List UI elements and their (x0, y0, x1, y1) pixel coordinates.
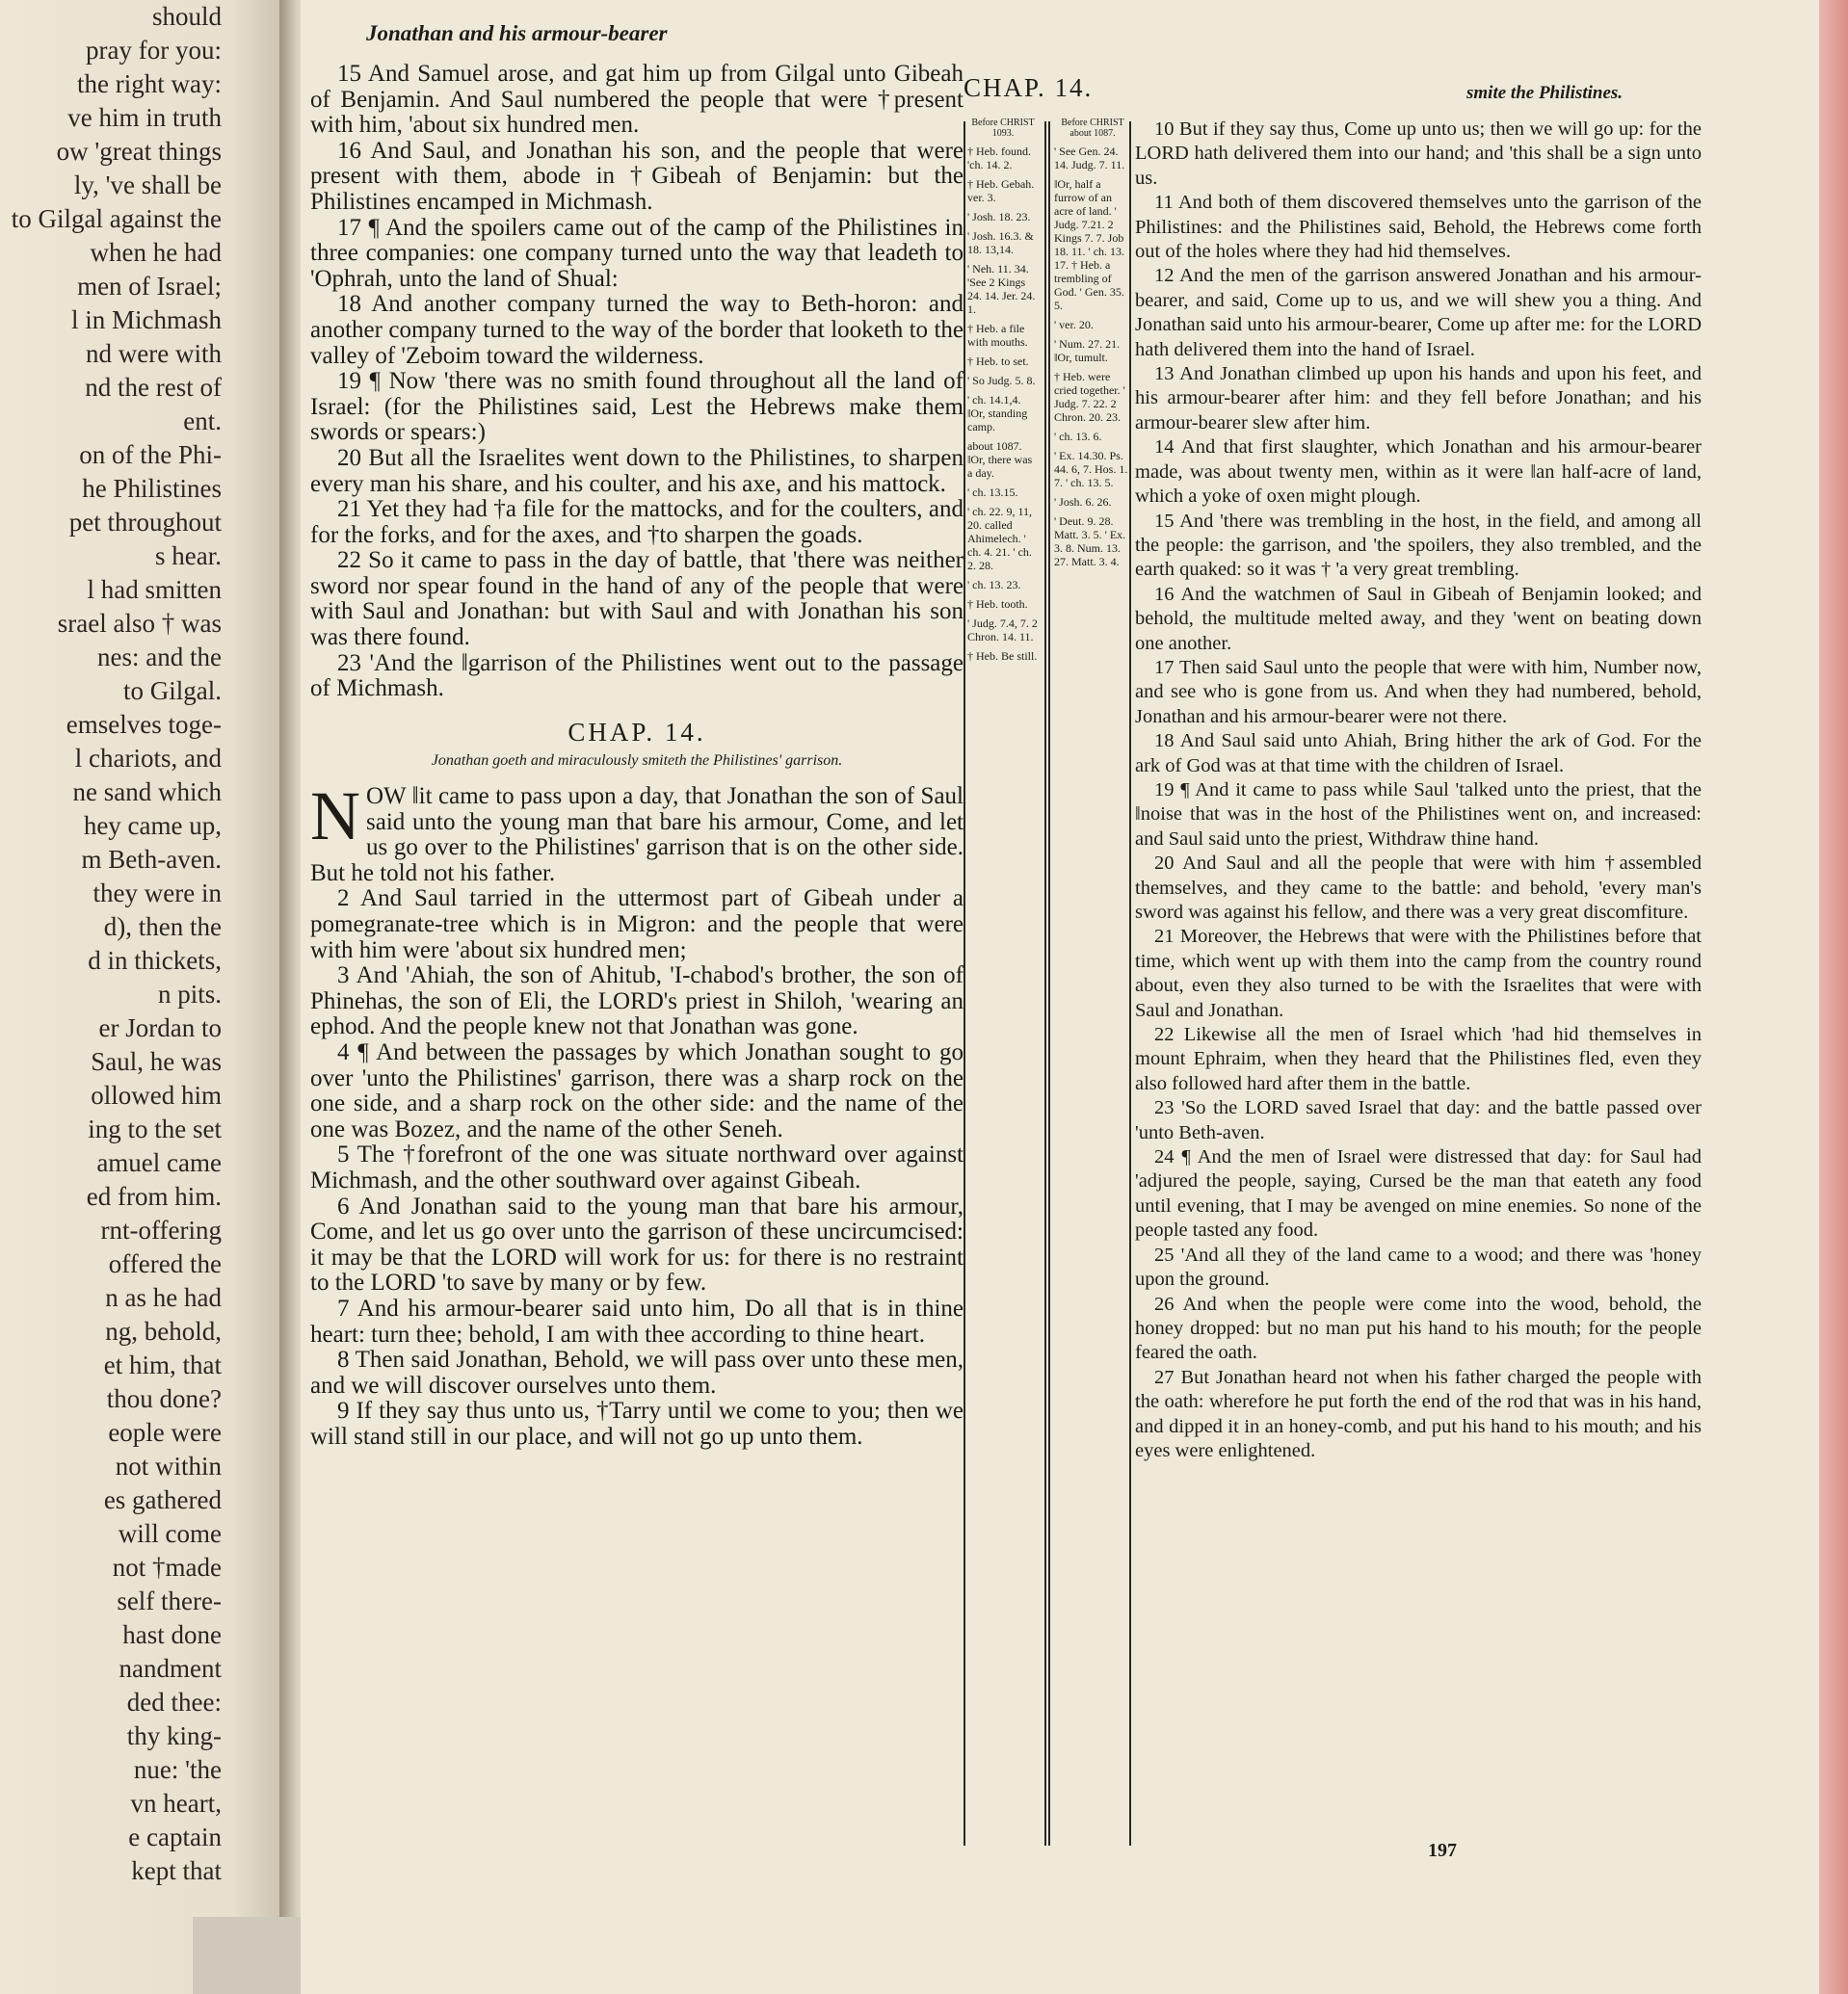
margin-note: † Heb. tooth. (967, 597, 1028, 611)
left-page-text (0, 0, 222, 1888)
verse: 7 And his armour-bearer said unto him, Do all that is in thine heart: turn thee; behold, I am with thee according to thine heart. (310, 1295, 964, 1348)
text-line: Saul, he was (91, 1047, 222, 1076)
verse-1: NOW ‖it came to pass upon a day, that Jonathan the son of Saul said unto the young man that bare his armour, Come, and let us go over to the Philistines' garrison that is on the other side. But he told not his father. (310, 777, 964, 886)
margin-note: ' So Judg. 5. 8. (967, 374, 1036, 387)
text-line: ing to the set (88, 1115, 222, 1143)
before-christ-date: Before CHRIST about 1087. (1061, 118, 1124, 139)
margin-note: † Heb. to set. (967, 354, 1029, 368)
text-line: emselves toge- (66, 710, 222, 739)
before-christ-date: Before CHRIST 1093. (971, 118, 1035, 139)
text-line: er Jordan to (98, 1013, 222, 1042)
verse: 16 And Saul, and Jonathan his son, and the people that were present with them, abode in †Gibeah of Benjamin: but the Philistines encamped in Michmash. (310, 137, 964, 215)
margin-note: ' ver. 20. (1054, 318, 1094, 331)
text-line: d), then the (103, 912, 222, 941)
margin-note: ' ch. 13. 23. (967, 578, 1021, 591)
text-line: will come (118, 1519, 222, 1548)
drop-cap: N (310, 777, 360, 855)
text-line: pet throughout (68, 508, 222, 537)
text-line: to Gilgal. (123, 676, 222, 705)
verse: 21 Yet they had †a file for the mattocks, and for the coulters, and for the forks, and for the axes, and †to sharpen the goads. (310, 496, 964, 548)
text-line: hast done (122, 1620, 222, 1649)
page-number: 197 (1428, 1840, 1457, 1861)
text-line: not †made (112, 1553, 222, 1582)
text-line: nd the rest of (85, 373, 222, 402)
text-line: n pits. (157, 980, 222, 1009)
text-line: ollowed him (91, 1081, 222, 1110)
chapter-summary: Jonathan goeth and miraculously smiteth the Philistines' garrison. (431, 752, 843, 770)
page-edge (1819, 0, 1848, 1994)
running-head-right: smite the Philistines. (1466, 83, 1624, 103)
margin-note: ' ch. 13.15. (967, 485, 1018, 499)
text-line: l chariots, and (74, 744, 222, 773)
text-line: thy king- (126, 1721, 222, 1750)
text-column-left (310, 62, 964, 1450)
margin-note: ' See Gen. 24. 14. Judg. 7. 11. (1054, 144, 1125, 171)
margin-notes-left (967, 118, 1039, 669)
verse: 21 Moreover, the Hebrews that were with the Philistines before that time, which went up with them into the camp from the country round about, even they also turned to be with the Israelites that were with Saul and Jonathan. (1135, 926, 1702, 1021)
margin-note: ' Josh. 18. 23. (967, 210, 1031, 223)
margin-note: ' Num. 27. 21. ‖Or, tumult. (1054, 337, 1121, 364)
verse: 16 And the watchmen of Saul in Gibeah of Benjamin looked; and behold, the multitude melted away, and they 'went on beating down one another. (1135, 583, 1702, 654)
running-head-chapter: CHAP. 14. (964, 73, 1094, 102)
margin-note: ' Neh. 11. 34. 'See 2 Kings 24. 14. Jer. 24. 1. (967, 262, 1036, 316)
text-line: offered the (108, 1249, 222, 1278)
verse: 2 And Saul tarried in the uttermost part of Gibeah under a pomegranate-tree which is in Migron: and the people that were with him were 'about six hundred men; (310, 885, 964, 963)
text-line: n as he had (105, 1283, 222, 1312)
verse: 9 If they say thus unto us, †Tarry until we come to you; then we will stand still in our place, and will not go up unto them. (310, 1398, 964, 1450)
verse: 19 ¶ Now 'there was no smith found throughout all the land of Israel: (for the Philistines said, Lest the Hebrews make them swords or spears:) (310, 368, 964, 446)
text-line: ly, 've shall be (73, 171, 222, 199)
text-line: nandment (119, 1654, 222, 1683)
chapter-heading: CHAP. 14. (568, 717, 706, 747)
text-line: et him, that (103, 1351, 222, 1379)
text-line: should (151, 2, 222, 31)
margin-note: ' Ex. 14.30. Ps. 44. 6, 7. Hos. 1. 7. ' ch. 13. 5. (1054, 449, 1128, 489)
verse: 25 'And all they of the land came to a wood; and there was 'honey upon the ground. (1135, 1244, 1702, 1291)
text-line: ow 'great things (56, 137, 222, 166)
verse: 8 Then said Jonathan, Behold, we will pass over unto these men, and we will discover ourselves unto them. (310, 1347, 964, 1399)
text-line: nue: 'the (133, 1755, 222, 1784)
text-line: men of Israel; (77, 272, 222, 301)
verse: 19 ¶ And it came to pass while Saul 'talked unto the priest, that the ‖noise that was in the host of the Philistines went on, and increased: and Saul said unto the priest, Withdraw thine hand. (1135, 778, 1702, 850)
text-line: amuel came (96, 1148, 222, 1177)
verse: 13 And Jonathan climbed up upon his hands and upon his feet, and his armour-bearer after him: and they fell before Jonathan; and his armour-bearer slew after him. (1135, 363, 1702, 433)
text-line: m Beth-aven. (81, 845, 222, 874)
text-line: vn heart, (130, 1789, 222, 1818)
text-line: ng, behold, (105, 1317, 222, 1346)
margin-note: † Heb. Gebah. ver. 3. (967, 177, 1035, 204)
margin-note: † Heb. a file with mouths. (967, 322, 1028, 349)
text-line: e captain (128, 1823, 222, 1851)
text-line: s hear. (155, 541, 222, 570)
column-rule (964, 121, 965, 1846)
margin-note: ' ch. 13. 6. (1054, 430, 1102, 443)
text-line: he Philistines (82, 474, 222, 503)
verse: 17 ¶ And the spoilers came out of the camp of the Philistines in three companies: one company turned unto the way that leadeth to 'Ophrah, unto the land of Shual: (310, 214, 964, 292)
text-line: hey came up, (83, 811, 222, 840)
margin-note: † Heb. found. 'ch. 14. 2. (967, 144, 1031, 171)
text-line: ne sand which (72, 777, 222, 806)
text-line: when he had (90, 238, 222, 267)
verse: 23 'So the LORD saved Israel that day: and the battle passed over 'unto Beth-aven. (1135, 1097, 1702, 1143)
verse: 18 And another company turned the way to Beth-horon: and another company turned to the way of the border that looketh to the valley of 'Zeboim toward the wilderness. (310, 291, 964, 369)
text-line: ded thee: (126, 1688, 222, 1717)
verse: 12 And the men of the garrison answered Jonathan and his armour-bearer, and said, Come up to us, and we will shew you a thing. And Jonathan said unto his armour-bearer, Come up after me: for the LORD hath delivered them into the hand of Israel. (1135, 265, 1702, 360)
verse: 11 And both of them discovered themselves unto the garrison of the Philistines: and the Philistines said, Behold, the Hebrews come forth out of the holes where they had hid themselves. (1135, 192, 1702, 263)
margin-note: ‖Or, half a furrow of an acre of land. ' Judg. 7.21. 2 Kings 7. 7. Job 18. 11. ' ch. 13. 17. † Heb. a trembling of God. ' Gen. 35. 5. (1054, 177, 1125, 312)
text-line: eople were (108, 1418, 222, 1447)
text-line: to Gilgal against the (11, 204, 222, 233)
text-column-right (1135, 118, 1702, 1463)
verse: 14 And that first slaughter, which Jonathan and his armour-bearer made, was about twenty men, within as it were ‖an half-acre of land, which a yoke of oxen might plough. (1135, 436, 1702, 508)
text-line: they were in (92, 879, 222, 907)
margin-note: ' Judg. 7.4, 7. 2 Chron. 14. 11. (967, 617, 1038, 643)
margin-note: ' Josh. 16.3. & 18. 13,14. (967, 229, 1034, 256)
verse: 20 And Saul and all the people that were with him †assembled themselves, and they came to the battle: and behold, 'every man's sword was against his fellow, and there was a very great discomfiture. (1135, 853, 1702, 923)
right-page (301, 0, 1823, 1994)
verse: 3 And 'Ahiah, the son of Ahitub, 'I-chabod's brother, the son of Phinehas, the son of Eli, the LORD's priest in Shiloh, 'wearing an ephod. And the people knew not that Jonathan was gone. (310, 962, 964, 1040)
verse: 24 ¶ And the men of Israel were distressed that day: for Saul had 'adjured the people, saying, Cursed be the man that eateth any food until evening, that I may be avenged on mine enemies. So none of the people tasted any food. (1135, 1146, 1702, 1242)
verse: 23 'And the ‖garrison of the Philistines went out to the passage of Michmash. (310, 649, 964, 702)
margin-note: ' ch. 22. 9, 11, 20. called Ahimelech. ' ch. 4. 21. ' ch. 2. 28. (967, 505, 1033, 572)
text-line: es gathered (103, 1485, 222, 1514)
text-line: l in Michmash (71, 305, 222, 334)
column-rule (1044, 121, 1046, 1846)
margin-note: ' Josh. 6. 26. (1054, 495, 1112, 509)
margin-note: ' ch. 14.1,4. ‖Or, standing camp. (967, 393, 1028, 433)
text-line: nd were with (86, 339, 222, 368)
column-rule (1048, 121, 1050, 1846)
verse: 6 And Jonathan said to the young man that bare his armour, Come, and let us go over unto the garrison of these uncircumcised: it may be that the LORD will work for us: for there is no restraint to the LORD 'to save by many or by few. (310, 1193, 964, 1297)
verse: 22 Likewise all the men of Israel which 'had hid themselves in mount Ephraim, when they heard that the Philistines fled, even they also followed hard after them in the battle. (1135, 1024, 1702, 1094)
text-line: kept that (131, 1856, 222, 1885)
verse: 15 And Samuel arose, and gat him up from Gilgal unto Gibeah of Benjamin. And Saul numbered the people that were †present with him, 'about six hundred men. (310, 61, 964, 139)
verse: 27 But Jonathan heard not when his father charged the people with the oath: wherefore he put forth the end of the rod that was in his hand, and dipped it in an honey-comb, and put his hand to his mouth; and his eyes were enlightened. (1135, 1366, 1702, 1461)
verse: 4 ¶ And between the passages by which Jonathan sought to go over 'unto the Philistines' garrison, there was a sharp rock on the one side, and a sharp rock on the other side: and the name of the one was Bozez, and the name of the other Seneh. (310, 1038, 964, 1142)
text-line: srael also † was (57, 609, 222, 638)
margin-note: † Heb. were cried together. ' Judg. 7. 22. 2 Chron. 20. 23. (1054, 370, 1125, 424)
text-line: pray for you: (86, 36, 222, 65)
verse: 22 So it came to pass in the day of battle, that 'there was neither sword nor spear found in the hand of any of the people that were with Saul and Jonathan: but with Saul and with Jonathan his son was there found. (310, 547, 964, 651)
text-line: rnt-offering (100, 1216, 222, 1245)
text-line: l had smitten (87, 575, 222, 604)
text-line: not within (115, 1452, 222, 1481)
margin-note: † Heb. Be still. (967, 649, 1038, 663)
text-line: ed from him. (86, 1182, 222, 1211)
text-line: nes: and the (97, 643, 222, 671)
verse: 17 Then said Saul unto the people that were with him, Number now, and see who is gone from us. And when they had numbered, behold, Jonathan and his armour-bearer were not there. (1135, 656, 1702, 727)
running-head-left: Jonathan and his armour-bearer (366, 21, 668, 45)
margin-note: ' Deut. 9. 28. Matt. 3. 5. ' Ex. 3. 8. Num. 13. 27. Matt. 3. 4. (1054, 514, 1126, 568)
margin-notes-right (1054, 118, 1131, 574)
verse: 10 But if they say thus, Come up unto us; then we will go up: for the LORD hath delivered them into our hand; and 'this shall be a sign unto us. (1135, 118, 1702, 189)
text-line: self there- (117, 1587, 222, 1615)
margin-note: about 1087. ‖Or, there was a day. (967, 439, 1033, 480)
text-line: on of the Phi- (79, 440, 222, 469)
left-page (0, 0, 289, 1994)
verse: 5 The †forefront of the one was situate northward over against Michmash, and the other southward over against Gibeah. (310, 1141, 964, 1194)
text-line: the right way: (77, 69, 222, 98)
text-line: d in thickets, (88, 946, 222, 975)
text-line: ent. (183, 407, 222, 435)
verse: 18 And Saul said unto Ahiah, Bring hither the ark of God. For the ark of God was at that time with the children of Israel. (1135, 730, 1702, 776)
text-line: thou done? (106, 1384, 222, 1413)
text-line: ve him in truth (67, 103, 222, 132)
verse: 26 And when the people were come into the wood, behold, the honey dropped: but no man put his hand to his mouth; for the people feared the oath. (1135, 1293, 1702, 1364)
verse: 15 And 'there was trembling in the host, in the field, and among all the people: the garrison, and 'the spoilers, they also trembled, and the earth quaked: so it was † 'a very great trembling. (1135, 510, 1702, 581)
verse: 20 But all the Israelites went down to the Philistines, to sharpen every man his share, and his coulter, and his axe, and his mattock. (310, 444, 964, 497)
